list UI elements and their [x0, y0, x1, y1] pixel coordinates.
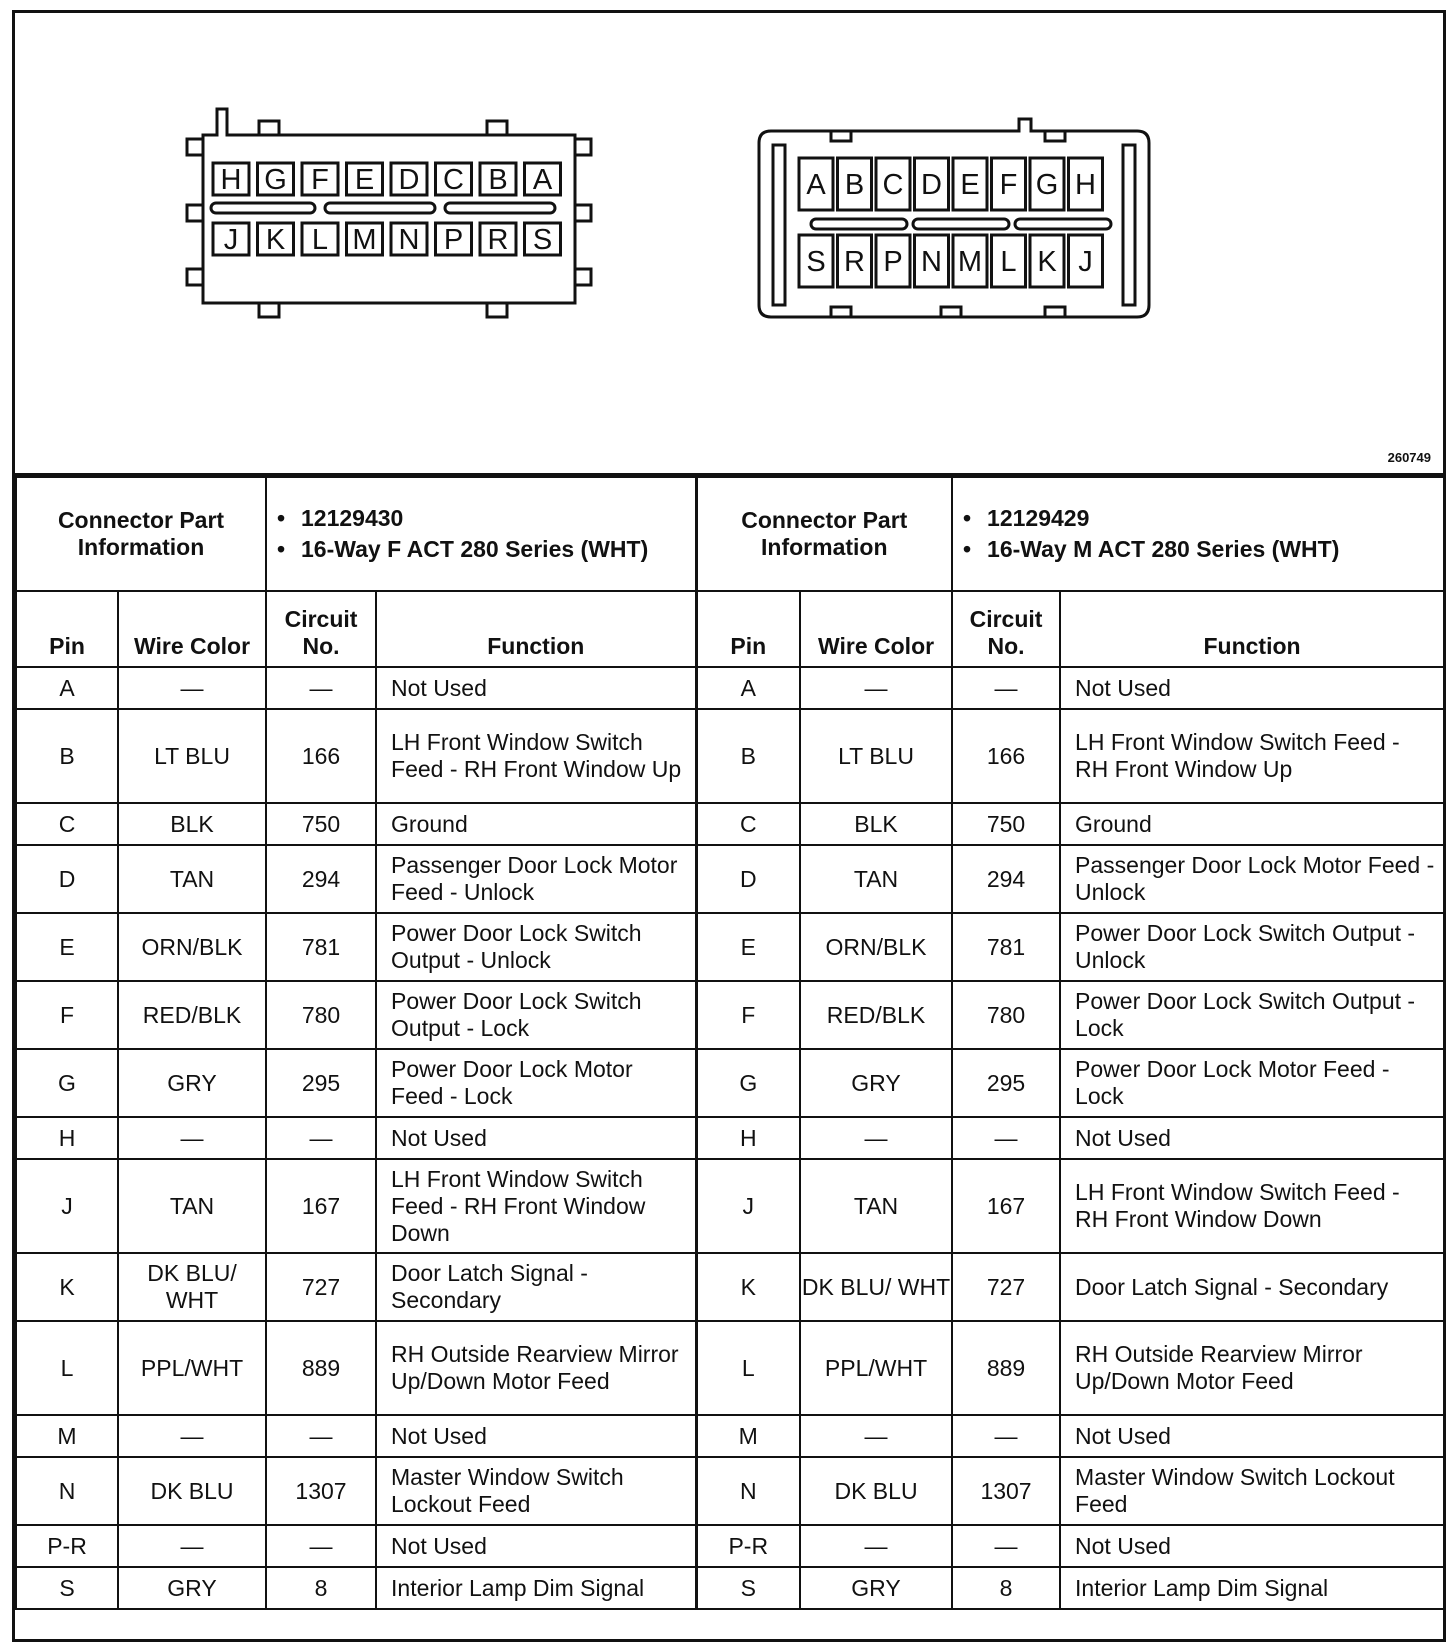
- wire-color-cell: GRY: [118, 1567, 266, 1609]
- right-pin-label: D: [921, 169, 942, 201]
- wire-color-cell: —: [118, 1525, 266, 1567]
- circuit-cell: —: [266, 667, 376, 709]
- pin-cell: J: [16, 1159, 118, 1253]
- table-row: [16, 803, 1444, 845]
- left-pin-label: S: [532, 224, 553, 256]
- circuit-cell: 889: [266, 1321, 376, 1415]
- circuit-cell: 727: [266, 1253, 376, 1321]
- table-row: [16, 913, 1444, 981]
- wire-color-cell: DK BLU/ WHT: [118, 1253, 266, 1321]
- right-pin-label: J: [1078, 246, 1093, 278]
- pin-cell: J: [696, 1159, 800, 1253]
- wire-color-cell: GRY: [118, 1049, 266, 1117]
- wire-color-cell: DK BLU/ WHT: [800, 1253, 952, 1321]
- table-row: [16, 1415, 1444, 1457]
- function-cell: Not Used: [1060, 1117, 1444, 1159]
- part-info-row: [16, 477, 1444, 591]
- column-header-circuit: Circuit No.: [266, 591, 376, 667]
- function-cell: Ground: [1060, 803, 1444, 845]
- column-header-function: Function: [1060, 591, 1444, 667]
- wire-color-cell: —: [118, 1117, 266, 1159]
- pin-cell: D: [16, 845, 118, 913]
- pin-rows: [16, 667, 1444, 1609]
- pin-cell: E: [16, 913, 118, 981]
- right-part-description: • 16-Way M ACT 280 Series (WHT): [987, 536, 1443, 563]
- left-pin-label: N: [398, 224, 420, 256]
- left-pin-label: F: [311, 164, 329, 196]
- table-row: [16, 709, 1444, 803]
- right-pin-label: H: [1075, 169, 1096, 201]
- right-connector-pins: [799, 158, 1103, 287]
- table-row: [16, 1117, 1444, 1159]
- column-header-function: Function: [376, 591, 696, 667]
- function-cell: Power Door Lock Motor Feed - Lock: [376, 1049, 696, 1117]
- figure-id: 260749: [1387, 450, 1431, 465]
- column-header-circuit: Circuit No.: [952, 591, 1060, 667]
- column-header-wire-color: Wire Color: [118, 591, 266, 667]
- part-info-right: [952, 477, 1444, 591]
- right-pin-label: R: [844, 246, 865, 278]
- left-pin-label: K: [265, 224, 286, 256]
- function-cell: Door Latch Signal - Secondary: [376, 1253, 696, 1321]
- function-cell: Master Window Switch Lockout Feed: [1060, 1457, 1444, 1525]
- table-row: [16, 667, 1444, 709]
- function-cell: Interior Lamp Dim Signal: [1060, 1567, 1444, 1609]
- function-cell: RH Outside Rearview Mirror Up/Down Motor Feed: [376, 1321, 696, 1415]
- left-pin-label: E: [354, 164, 375, 196]
- function-cell: Power Door Lock Switch Output - Unlock: [1060, 913, 1444, 981]
- pin-cell: P-R: [696, 1525, 800, 1567]
- pin-cell: S: [696, 1567, 800, 1609]
- pin-cell: M: [16, 1415, 118, 1457]
- circuit-cell: —: [952, 1525, 1060, 1567]
- right-pin-label: A: [806, 169, 826, 201]
- pin-cell: N: [696, 1457, 800, 1525]
- table-row: [16, 981, 1444, 1049]
- circuit-cell: 1307: [952, 1457, 1060, 1525]
- function-cell: Ground: [376, 803, 696, 845]
- wire-color-cell: TAN: [800, 1159, 952, 1253]
- wire-color-cell: TAN: [118, 845, 266, 913]
- right-pin-label: M: [957, 246, 983, 278]
- left-pin-label: J: [223, 224, 239, 256]
- pin-cell: L: [696, 1321, 800, 1415]
- right-pin-label: P: [883, 246, 903, 278]
- pin-cell: K: [16, 1253, 118, 1321]
- circuit-cell: 295: [266, 1049, 376, 1117]
- left-pin-label: G: [264, 164, 287, 196]
- pin-cell: A: [696, 667, 800, 709]
- wire-color-cell: —: [800, 667, 952, 709]
- connector-drawings: [15, 13, 1443, 473]
- wire-color-cell: BLK: [118, 803, 266, 845]
- circuit-cell: 166: [266, 709, 376, 803]
- pin-cell: F: [696, 981, 800, 1049]
- function-cell: Passenger Door Lock Motor Feed - Unlock: [1060, 845, 1444, 913]
- function-cell: LH Front Window Switch Feed - RH Front Window Down: [1060, 1159, 1444, 1253]
- left-part-description: • 16-Way F ACT 280 Series (WHT): [301, 536, 695, 563]
- left-pin-label: H: [220, 164, 242, 196]
- column-header-pin: Pin: [16, 591, 118, 667]
- function-cell: LH Front Window Switch Feed - RH Front Window Up: [376, 709, 696, 803]
- right-pin-label: L: [1000, 246, 1017, 278]
- part-info-label-left: Connector Part Information: [16, 477, 266, 591]
- function-cell: Not Used: [1060, 1525, 1444, 1567]
- right-pin-label: N: [921, 246, 942, 278]
- wire-color-cell: BLK: [800, 803, 952, 845]
- pin-cell: G: [16, 1049, 118, 1117]
- left-pin-label: D: [398, 164, 420, 196]
- function-cell: Not Used: [1060, 1415, 1444, 1457]
- connector-document: [12, 10, 1446, 1642]
- pin-cell: K: [696, 1253, 800, 1321]
- right-pin-label: C: [882, 169, 904, 201]
- right-pin-label: S: [806, 246, 826, 278]
- function-cell: Not Used: [1060, 667, 1444, 709]
- table-row: [16, 1253, 1444, 1321]
- wire-color-cell: —: [118, 667, 266, 709]
- wire-color-cell: PPL/WHT: [118, 1321, 266, 1415]
- pin-cell: C: [696, 803, 800, 845]
- pin-cell: L: [16, 1321, 118, 1415]
- left-pin-label: R: [487, 224, 509, 256]
- right-part-number: • 12129429: [987, 505, 1443, 532]
- table-row: [16, 1159, 1444, 1253]
- pin-cell: S: [16, 1567, 118, 1609]
- wire-color-cell: LT BLU: [800, 709, 952, 803]
- circuit-cell: 781: [266, 913, 376, 981]
- right-pin-label: K: [1037, 246, 1057, 278]
- left-pin-label: M: [352, 224, 377, 256]
- function-cell: Not Used: [376, 1117, 696, 1159]
- circuit-cell: 727: [952, 1253, 1060, 1321]
- function-cell: Power Door Lock Switch Output - Unlock: [376, 913, 696, 981]
- pin-cell: A: [16, 667, 118, 709]
- wire-color-cell: TAN: [118, 1159, 266, 1253]
- left-pin-label: L: [311, 224, 329, 256]
- left-pin-label: B: [488, 164, 508, 196]
- function-cell: Passenger Door Lock Motor Feed - Unlock: [376, 845, 696, 913]
- function-cell: RH Outside Rearview Mirror Up/Down Motor Feed: [1060, 1321, 1444, 1415]
- function-cell: Door Latch Signal - Secondary: [1060, 1253, 1444, 1321]
- pin-cell: P-R: [16, 1525, 118, 1567]
- left-pin-label: A: [532, 164, 553, 196]
- right-pin-label: F: [999, 169, 1018, 201]
- function-cell: Not Used: [376, 1415, 696, 1457]
- circuit-cell: 295: [952, 1049, 1060, 1117]
- wire-color-cell: LT BLU: [118, 709, 266, 803]
- connector-diagram: [15, 13, 1443, 476]
- wire-color-cell: —: [800, 1525, 952, 1567]
- function-cell: LH Front Window Switch Feed - RH Front Window Up: [1060, 709, 1444, 803]
- connector-table: [15, 476, 1445, 1610]
- table-row: [16, 1457, 1444, 1525]
- pin-cell: D: [696, 845, 800, 913]
- table-row: [16, 1567, 1444, 1609]
- function-cell: Not Used: [376, 667, 696, 709]
- wire-color-cell: RED/BLK: [118, 981, 266, 1049]
- function-cell: Power Door Lock Motor Feed - Lock: [1060, 1049, 1444, 1117]
- left-connector-pins: [213, 163, 561, 256]
- part-info-left: [266, 477, 696, 591]
- circuit-cell: 1307: [266, 1457, 376, 1525]
- wire-color-cell: GRY: [800, 1567, 952, 1609]
- circuit-cell: 780: [266, 981, 376, 1049]
- wire-color-cell: ORN/BLK: [800, 913, 952, 981]
- pin-cell: B: [16, 709, 118, 803]
- circuit-cell: 167: [952, 1159, 1060, 1253]
- left-part-number: • 12129430: [301, 505, 695, 532]
- function-cell: LH Front Window Switch Feed - RH Front Window Down: [376, 1159, 696, 1253]
- wire-color-cell: —: [118, 1415, 266, 1457]
- pin-cell: F: [16, 981, 118, 1049]
- wire-color-cell: RED/BLK: [800, 981, 952, 1049]
- right-pin-label: E: [960, 169, 980, 201]
- pin-cell: C: [16, 803, 118, 845]
- circuit-cell: —: [266, 1117, 376, 1159]
- pin-cell: G: [696, 1049, 800, 1117]
- table-row: [16, 1049, 1444, 1117]
- wire-color-cell: ORN/BLK: [118, 913, 266, 981]
- column-header-wire-color: Wire Color: [800, 591, 952, 667]
- wire-color-cell: TAN: [800, 845, 952, 913]
- part-info-label-right: Connector Part Information: [696, 477, 952, 591]
- pin-cell: N: [16, 1457, 118, 1525]
- function-cell: Interior Lamp Dim Signal: [376, 1567, 696, 1609]
- pin-cell: H: [696, 1117, 800, 1159]
- right-pin-label: G: [1035, 169, 1059, 201]
- pin-cell: H: [16, 1117, 118, 1159]
- circuit-cell: 294: [952, 845, 1060, 913]
- function-cell: Power Door Lock Switch Output - Lock: [1060, 981, 1444, 1049]
- left-connector: [187, 109, 591, 317]
- circuit-cell: —: [266, 1525, 376, 1567]
- function-cell: Power Door Lock Switch Output - Lock: [376, 981, 696, 1049]
- left-pin-label: P: [443, 224, 464, 256]
- circuit-cell: —: [952, 1415, 1060, 1457]
- circuit-cell: 8: [266, 1567, 376, 1609]
- pin-cell: B: [696, 709, 800, 803]
- circuit-cell: 750: [952, 803, 1060, 845]
- circuit-cell: —: [952, 667, 1060, 709]
- circuit-cell: 889: [952, 1321, 1060, 1415]
- circuit-cell: 166: [952, 709, 1060, 803]
- wire-color-cell: GRY: [800, 1049, 952, 1117]
- pin-cell: M: [696, 1415, 800, 1457]
- wire-color-cell: —: [800, 1117, 952, 1159]
- wire-color-cell: DK BLU: [800, 1457, 952, 1525]
- wire-color-cell: DK BLU: [118, 1457, 266, 1525]
- circuit-cell: —: [266, 1415, 376, 1457]
- table-row: [16, 1525, 1444, 1567]
- circuit-cell: 167: [266, 1159, 376, 1253]
- circuit-cell: 8: [952, 1567, 1060, 1609]
- pin-cell: E: [696, 913, 800, 981]
- wire-color-cell: —: [800, 1415, 952, 1457]
- function-cell: Master Window Switch Lockout Feed: [376, 1457, 696, 1525]
- column-header-row: [16, 591, 1444, 667]
- right-pin-label: B: [844, 169, 865, 201]
- circuit-cell: 780: [952, 981, 1060, 1049]
- function-cell: Not Used: [376, 1525, 696, 1567]
- table-row: [16, 845, 1444, 913]
- circuit-cell: 294: [266, 845, 376, 913]
- column-header-pin: Pin: [696, 591, 800, 667]
- table-row: [16, 1321, 1444, 1415]
- wire-color-cell: PPL/WHT: [800, 1321, 952, 1415]
- left-pin-label: C: [443, 164, 464, 196]
- circuit-cell: 750: [266, 803, 376, 845]
- circuit-cell: 781: [952, 913, 1060, 981]
- circuit-cell: —: [952, 1117, 1060, 1159]
